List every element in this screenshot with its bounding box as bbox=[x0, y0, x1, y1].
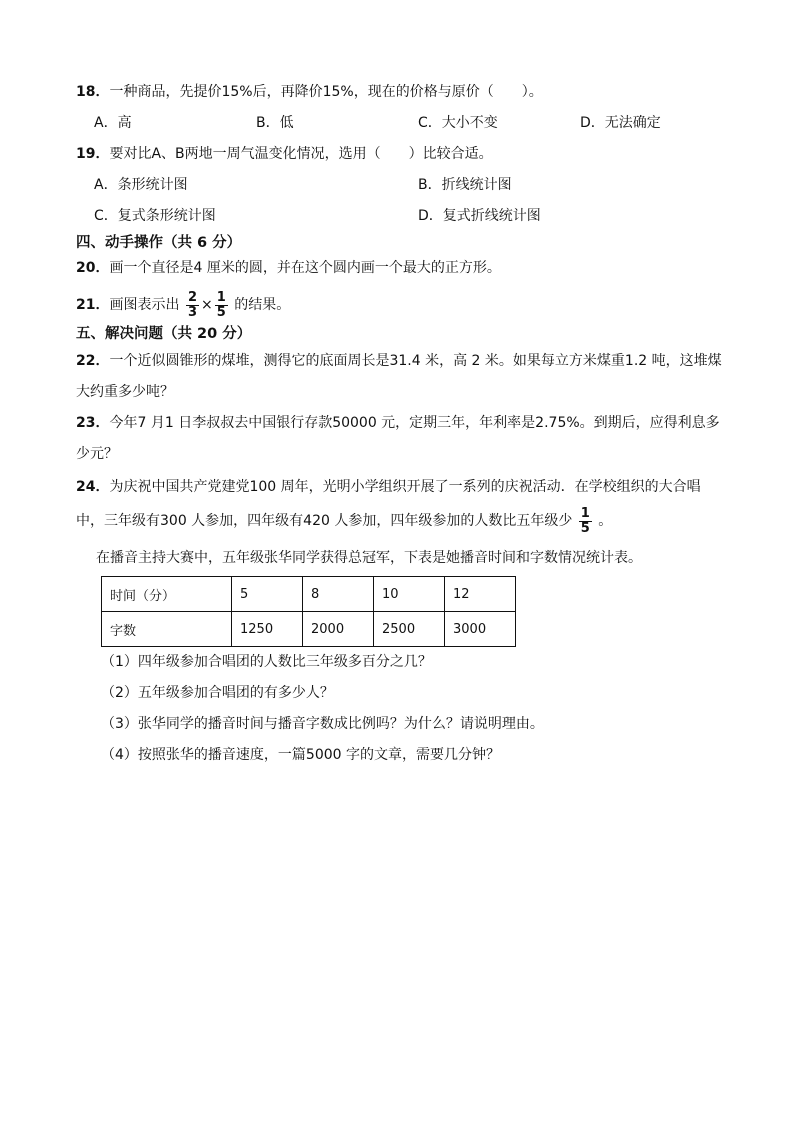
section-heading-4: 四、动手操作（共 6 分） bbox=[76, 235, 242, 251]
numerator: 2 bbox=[187, 289, 197, 305]
fraction bbox=[186, 291, 199, 320]
table-cell: 1250 bbox=[232, 612, 303, 647]
question-text: 中，三年级有300 人参加，四年级有420 人参加，四年级参加的人数比五年级少 bbox=[76, 513, 573, 529]
question-18 bbox=[76, 82, 543, 102]
denominator: 5 bbox=[216, 304, 226, 320]
question-text: 为庆祝中国共产党建党100 周年，光明小学组织开展了一系列的庆祝活动．在学校组织的大合唱 bbox=[109, 479, 701, 495]
q18-option-a: A．高 bbox=[94, 115, 132, 131]
question-21 bbox=[76, 288, 290, 322]
q18-option-d: D．无法确定 bbox=[580, 115, 661, 131]
question-22 bbox=[76, 351, 722, 371]
question-19 bbox=[76, 144, 493, 164]
q19-option-b: B．折线统计图 bbox=[418, 177, 512, 193]
question-text: 画一个直径是4 厘米的圆，并在这个圆内画一个最大的正方形。 bbox=[109, 260, 501, 276]
question-22-continued: 大约重多少吨？ bbox=[76, 384, 174, 400]
denominator: 5 bbox=[580, 520, 590, 536]
question-number: 21． bbox=[76, 297, 110, 313]
fraction bbox=[579, 507, 592, 536]
table-cell: 字数 bbox=[102, 612, 232, 647]
table-row bbox=[102, 577, 516, 612]
q19-option-d: D．复式折线统计图 bbox=[418, 208, 541, 224]
table-cell: 10 bbox=[374, 577, 445, 612]
table-cell: 8 bbox=[303, 577, 374, 612]
table-cell: 5 bbox=[232, 577, 303, 612]
question-text: 一种商品，先提价15%后，再降价15%，现在的价格与原价（ ）。 bbox=[109, 84, 543, 100]
table-cell: 2500 bbox=[374, 612, 445, 647]
sub-question-3: （3）张华同学的播音时间与播音字数成比例吗？为什么？请说明理由。 bbox=[101, 716, 544, 732]
q19-option-a: A．条形统计图 bbox=[94, 177, 188, 193]
section-heading-5: 五、解决问题（共 20 分） bbox=[76, 326, 252, 342]
question-text-prefix: 画图表示出 bbox=[109, 297, 180, 313]
stats-table bbox=[101, 576, 516, 647]
denominator: 3 bbox=[187, 304, 197, 320]
question-24-continued bbox=[76, 504, 612, 538]
table-row bbox=[102, 612, 516, 647]
question-number: 20． bbox=[76, 260, 110, 276]
table-cell: 2000 bbox=[303, 612, 374, 647]
numerator: 1 bbox=[216, 289, 226, 305]
sub-question-1: （1）四年级参加合唱团的人数比三年级多百分之几？ bbox=[101, 654, 432, 670]
q18-option-c: C．大小不变 bbox=[418, 115, 498, 131]
table-cell: 3000 bbox=[445, 612, 516, 647]
question-text-suffix: 的结果。 bbox=[234, 297, 291, 313]
fraction bbox=[215, 291, 228, 320]
question-23-continued: 少元？ bbox=[76, 446, 118, 462]
q18-option-b: B．低 bbox=[256, 115, 294, 131]
times-operator: × bbox=[200, 297, 213, 313]
question-number: 18． bbox=[76, 84, 110, 100]
question-20 bbox=[76, 258, 501, 278]
question-24-intro: 在播音主持大赛中，五年级张华同学获得总冠军，下表是她播音时间和字数情况统计表。 bbox=[96, 550, 642, 566]
sub-question-2: （2）五年级参加合唱团的有多少人？ bbox=[101, 685, 334, 701]
question-24 bbox=[76, 477, 701, 497]
numerator: 1 bbox=[580, 505, 590, 521]
table-cell: 12 bbox=[445, 577, 516, 612]
question-number: 19． bbox=[76, 146, 110, 162]
sub-question-4: （4）按照张华的播音速度，一篇5000 字的文章，需要几分钟？ bbox=[101, 747, 500, 763]
question-number: 23． bbox=[76, 415, 110, 431]
question-text: 要对比A、B两地一周气温变化情况，选用（ ）比较合适。 bbox=[109, 146, 493, 162]
question-text-end: 。 bbox=[598, 513, 613, 529]
q19-option-c: C．复式条形统计图 bbox=[94, 208, 216, 224]
question-number: 22． bbox=[76, 353, 110, 369]
question-number: 24． bbox=[76, 479, 110, 495]
question-text: 一个近似圆锥形的煤堆，测得它的底面周长是31.4 米，高 2 米。如果每立方米煤重1.2 吨，这堆煤 bbox=[109, 353, 722, 369]
question-23 bbox=[76, 413, 720, 433]
table-cell: 时间（分） bbox=[102, 577, 232, 612]
question-text: 今年7 月1 日李叔叔去中国银行存款50000 元，定期三年，年利率是2.75%。到期后，应得利息多 bbox=[109, 415, 720, 431]
